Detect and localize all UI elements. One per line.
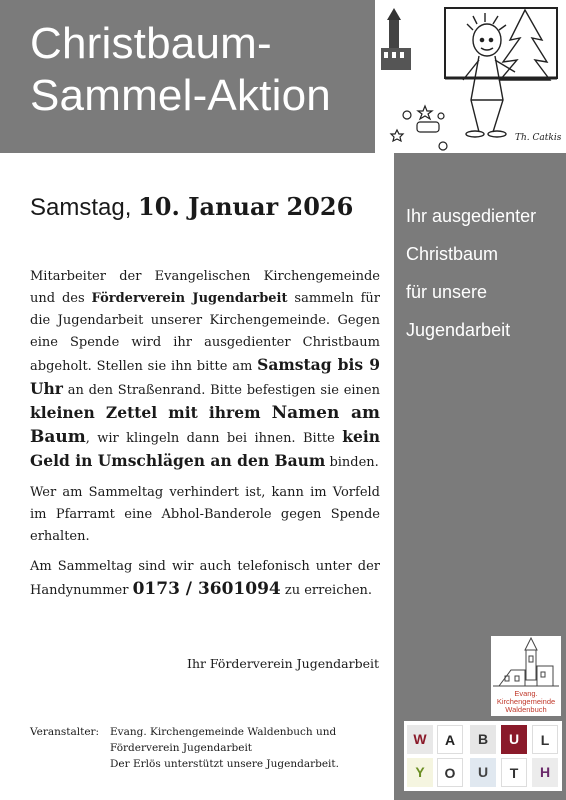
date-prefix: Samstag, (30, 194, 139, 221)
organizer-label: Veranstalter: (30, 726, 100, 738)
signature: Ihr Förderverein Jugendarbeit (187, 656, 380, 671)
p1-h: , wir klingeln dann bei ihnen. Bitte (85, 431, 343, 446)
wab-tile-3: B (470, 725, 496, 754)
organizer-line-2: Förderverein Jugendarbeit (110, 742, 253, 754)
paragraph-3 (30, 556, 380, 602)
youth-tile-4: T (501, 758, 527, 787)
wab-tile-1: W (407, 725, 433, 754)
page-title (30, 18, 331, 122)
youth-tile-3: U (470, 758, 496, 787)
paragraph-2: Wer am Sammeltag verhindert ist, kann im Vorfeld im Pfarramt eine Abhol-Banderole gegen Spende erhalten. (30, 485, 380, 544)
artist-signature: Th. Catkis (515, 133, 562, 143)
tree-icon (500, 10, 550, 80)
p1-e: an den Straßenrand. Bitte befestigen sie einen (62, 383, 380, 398)
christmas-tree-illustration (375, 0, 566, 153)
p1-g: Namen am Baum (30, 403, 380, 447)
organizer-line-3: Der Erlös unterstützt unsere Jugendarbeit. (110, 758, 339, 770)
paragraph-1 (30, 266, 380, 474)
wab-tile-5: L (532, 725, 558, 754)
organizer-details (110, 724, 370, 772)
church-logo-line-1: Evang. (514, 689, 538, 698)
foerderverein-logo-icon (378, 4, 416, 74)
body-text (30, 266, 380, 610)
church-logo-line-3: Waldenbuch (505, 705, 547, 714)
p3-c: zu erreichen. (280, 583, 373, 598)
p1-i: kein Geld in Umschlägen an den Baum (30, 427, 380, 470)
organizer-line-1: Evang. Kirchengemeinde Waldenbuch und (110, 726, 337, 738)
title-line-2: Sammel-Aktion (30, 71, 331, 120)
church-icon (491, 636, 561, 692)
p1-a: Mitarbeiter der Evangelischen Kirchengemeinde und des (30, 269, 380, 306)
church-logo-line-2: Kirchengemeinde (496, 697, 556, 706)
date-value: 10. Januar 2026 (138, 192, 354, 221)
phone-number: 0173 / 3601094 (132, 579, 281, 599)
youth-tile-5: H (532, 758, 558, 787)
wab-tile-4: U (501, 725, 527, 754)
event-date (30, 192, 353, 222)
church-logo-label (491, 690, 561, 714)
header-band (0, 0, 375, 153)
wabul-youth-logo (404, 721, 562, 791)
p1-f: kleinen Zettel mit ihrem (30, 403, 272, 422)
person-icon (463, 13, 515, 137)
wab-tile-2: A (437, 725, 463, 754)
title-line-1: Christbaum- (30, 19, 272, 68)
slogan-line-4: Jugendarbeit (406, 320, 511, 340)
church-logo (491, 636, 561, 716)
illustration-drawing (375, 0, 566, 153)
p1-c: sammeln für die Jugendarbeit unserer Kirchengemeinde. Gegen eine Spende wird ihr ausgedienter Christbaum abgeholt. Stellen sie ihn bitte am (30, 291, 380, 374)
p1-j: binden. (325, 455, 379, 470)
p3-a: Am Sammeltag sind wir auch telefonisch unter der Handynummer (30, 559, 380, 598)
sidebar-slogan (406, 197, 566, 349)
ornaments-icon (391, 106, 447, 150)
sidebar (394, 153, 566, 800)
youth-tile-1: Y (407, 758, 433, 787)
p1-b: Förderverein Jugendarbeit (91, 291, 288, 306)
slogan-line-3: für unsere (406, 282, 488, 302)
youth-tile-2: O (437, 758, 463, 787)
slogan-line-1: Ihr ausgedienter (406, 206, 537, 226)
slogan-line-2: Christbaum (406, 244, 499, 264)
p1-d: Samstag bis 9 Uhr (30, 355, 380, 398)
